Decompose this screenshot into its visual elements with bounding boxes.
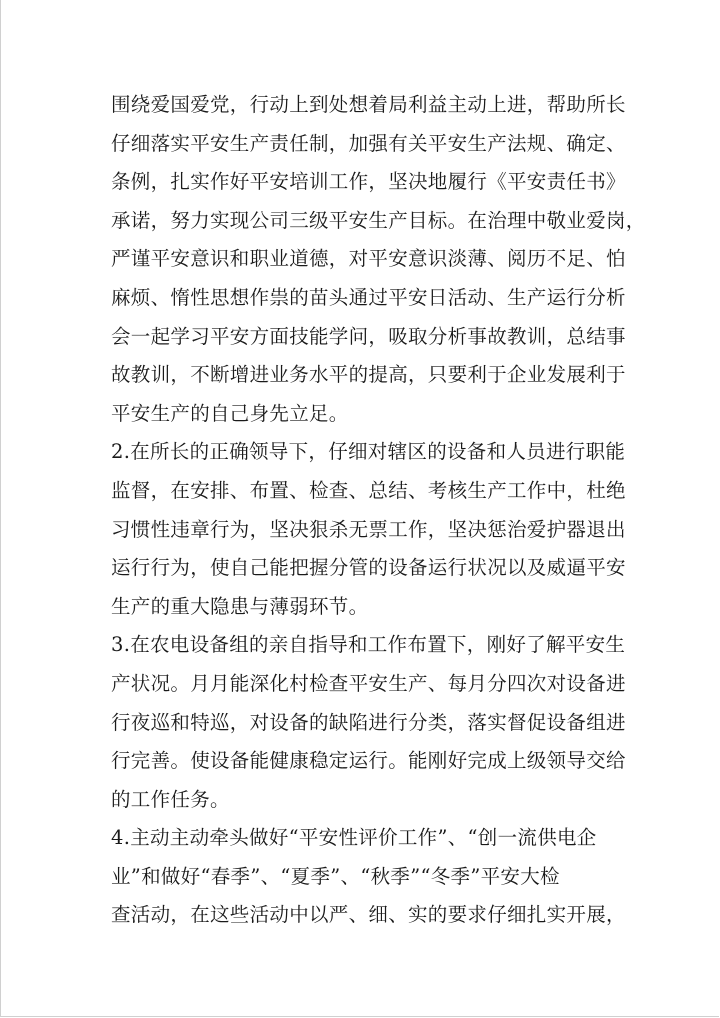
text-line: 查活动，在这些活动中以严、细、实的要求仔细扎实开展， <box>111 903 626 927</box>
text-line: 习惯性违章行为，坚决狠杀无票工作，坚决惩治爱护器退出 <box>111 517 626 541</box>
text-line: 行夜巡和特巡，对设备的缺陷进行分类，落实督促设备组进 <box>111 710 626 734</box>
text-line: 运行行为，使自己能把握分管的设备运行状况以及威逼平安 <box>111 556 626 580</box>
text-line: 生产的重大隐患与薄弱环节。 <box>111 594 369 618</box>
text-line: 麻烦、惰性思想作祟的苗头通过平安日活动、生产运行分析 <box>111 285 626 309</box>
text-line: 监督，在安排、布置、检查、总结、考核生产工作中，杜绝 <box>111 478 626 502</box>
text-line: 业”和做好“春季”、“夏季”、“秋季”“冬季”平安大检 <box>111 864 560 888</box>
text-line: 平安生产的自己身先立足。 <box>111 401 349 425</box>
text-line: 产状况。月月能深化村检查平安生产、每月分四次对设备进 <box>111 671 626 695</box>
text-line: 4.主动主动牵头做好“平安性评价工作”、“创一流供电企 <box>111 826 597 850</box>
text-line: 2.在所长的正确领导下，仔细对辖区的设备和人员进行职能 <box>111 440 626 464</box>
body-text <box>111 86 646 935</box>
text-line: 仔细落实平安生产责任制，加强有关平安生产法规、确定、 <box>111 131 626 155</box>
text-line: 行完善。使设备能健康稳定运行。能刚好完成上级领导交给 <box>111 749 626 773</box>
text-line: 围绕爱国爱党，行动上到处想着局利益主动上进，帮助所长 <box>111 93 626 116</box>
text-line: 会一起学习平安方面技能学问，吸取分析事故教训，总结事 <box>111 324 626 348</box>
text-line: 的工作任务。 <box>111 787 230 811</box>
text-line: 严谨平安意识和职业道德，对平安意识淡薄、阅历不足、怕 <box>111 247 626 271</box>
text-line: 3.在农电设备组的亲自指导和工作布置下，刚好了解平安生 <box>111 633 626 657</box>
text-line: 故教训，不断增进业务水平的提高，只要利于企业发展利于 <box>111 363 626 387</box>
text-line: 条例，扎实作好平安培训工作，坚决地履行《平安责任书》 <box>111 170 626 194</box>
text-line: 承诺，努力实现公司三级平安生产目标。在治理中敬业爱岗， <box>111 208 646 232</box>
